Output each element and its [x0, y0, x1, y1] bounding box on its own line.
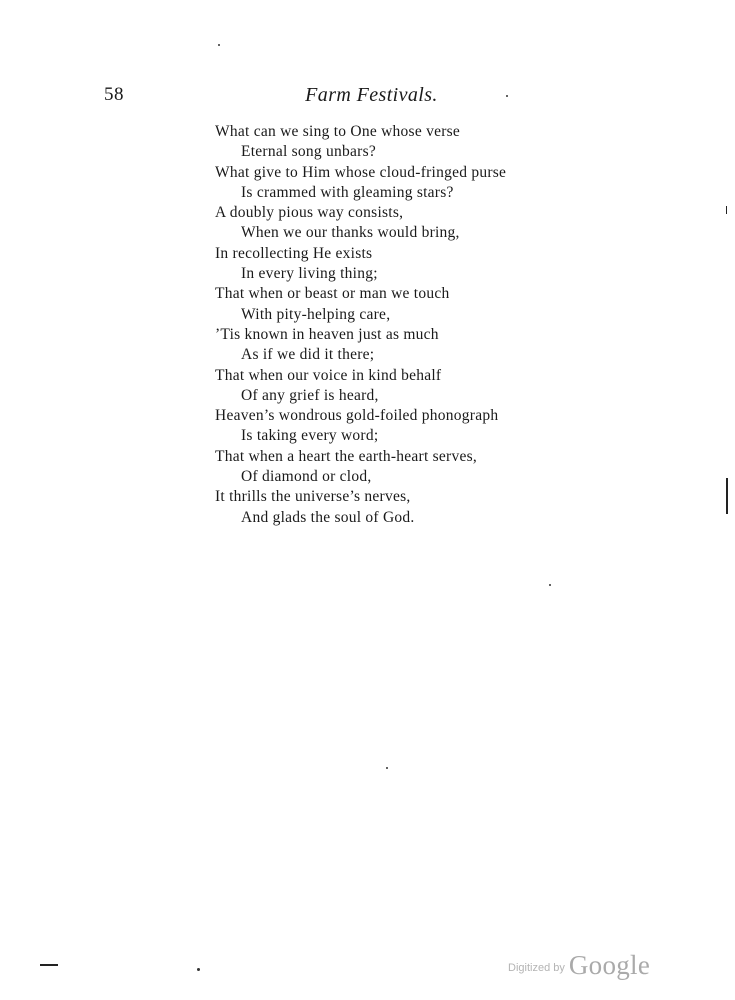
scan-speck	[506, 95, 508, 97]
scan-speck	[386, 767, 388, 769]
poem-line: Eternal song unbars?	[241, 143, 376, 161]
poem-line: In every living thing;	[241, 265, 378, 283]
poem-line: Is taking every word;	[241, 427, 379, 445]
poem-line: And glads the soul of God.	[241, 508, 415, 526]
poem-line: It thrills the universe’s nerves,	[215, 488, 411, 506]
running-head: Farm Festivals.	[305, 84, 438, 106]
poem-line: Of diamond or clod,	[241, 468, 372, 486]
scan-speck	[549, 584, 551, 586]
poem-line: In recollecting He exists	[215, 244, 373, 262]
scan-edge-mark	[726, 206, 727, 214]
watermark-prefix: Digitized by	[508, 962, 565, 974]
scan-edge-mark	[726, 478, 728, 514]
poem-line: That when or beast or man we touch	[215, 285, 450, 303]
scan-speck	[218, 44, 220, 46]
poem-line: Heaven’s wondrous gold-foiled phonograph	[215, 407, 499, 425]
poem-line: What give to Him whose cloud-fringed purse	[215, 163, 507, 181]
scan-edge-mark	[40, 964, 58, 966]
scan-speck	[197, 968, 200, 971]
page-number: 58	[104, 84, 124, 105]
poem-line: With pity-helping care,	[241, 305, 391, 323]
poem-line: Is crammed with gleaming stars?	[241, 183, 454, 201]
poem-line: A doubly pious way consists,	[215, 204, 404, 222]
digitized-watermark	[508, 950, 650, 981]
poem-line: When we our thanks would bring,	[241, 224, 460, 242]
watermark-logo: Google	[568, 950, 651, 980]
poem-line: What can we sing to One whose verse	[215, 123, 461, 140]
poem-line: That when a heart the earth-heart serves,	[215, 447, 477, 465]
poem-line: As if we did it there;	[241, 346, 375, 364]
poem	[215, 122, 506, 528]
poem-line: ’Tis known in heaven just as much	[215, 325, 439, 343]
poem-line: That when our voice in kind behalf	[215, 366, 442, 384]
poem-line: Of any grief is heard,	[241, 386, 379, 404]
